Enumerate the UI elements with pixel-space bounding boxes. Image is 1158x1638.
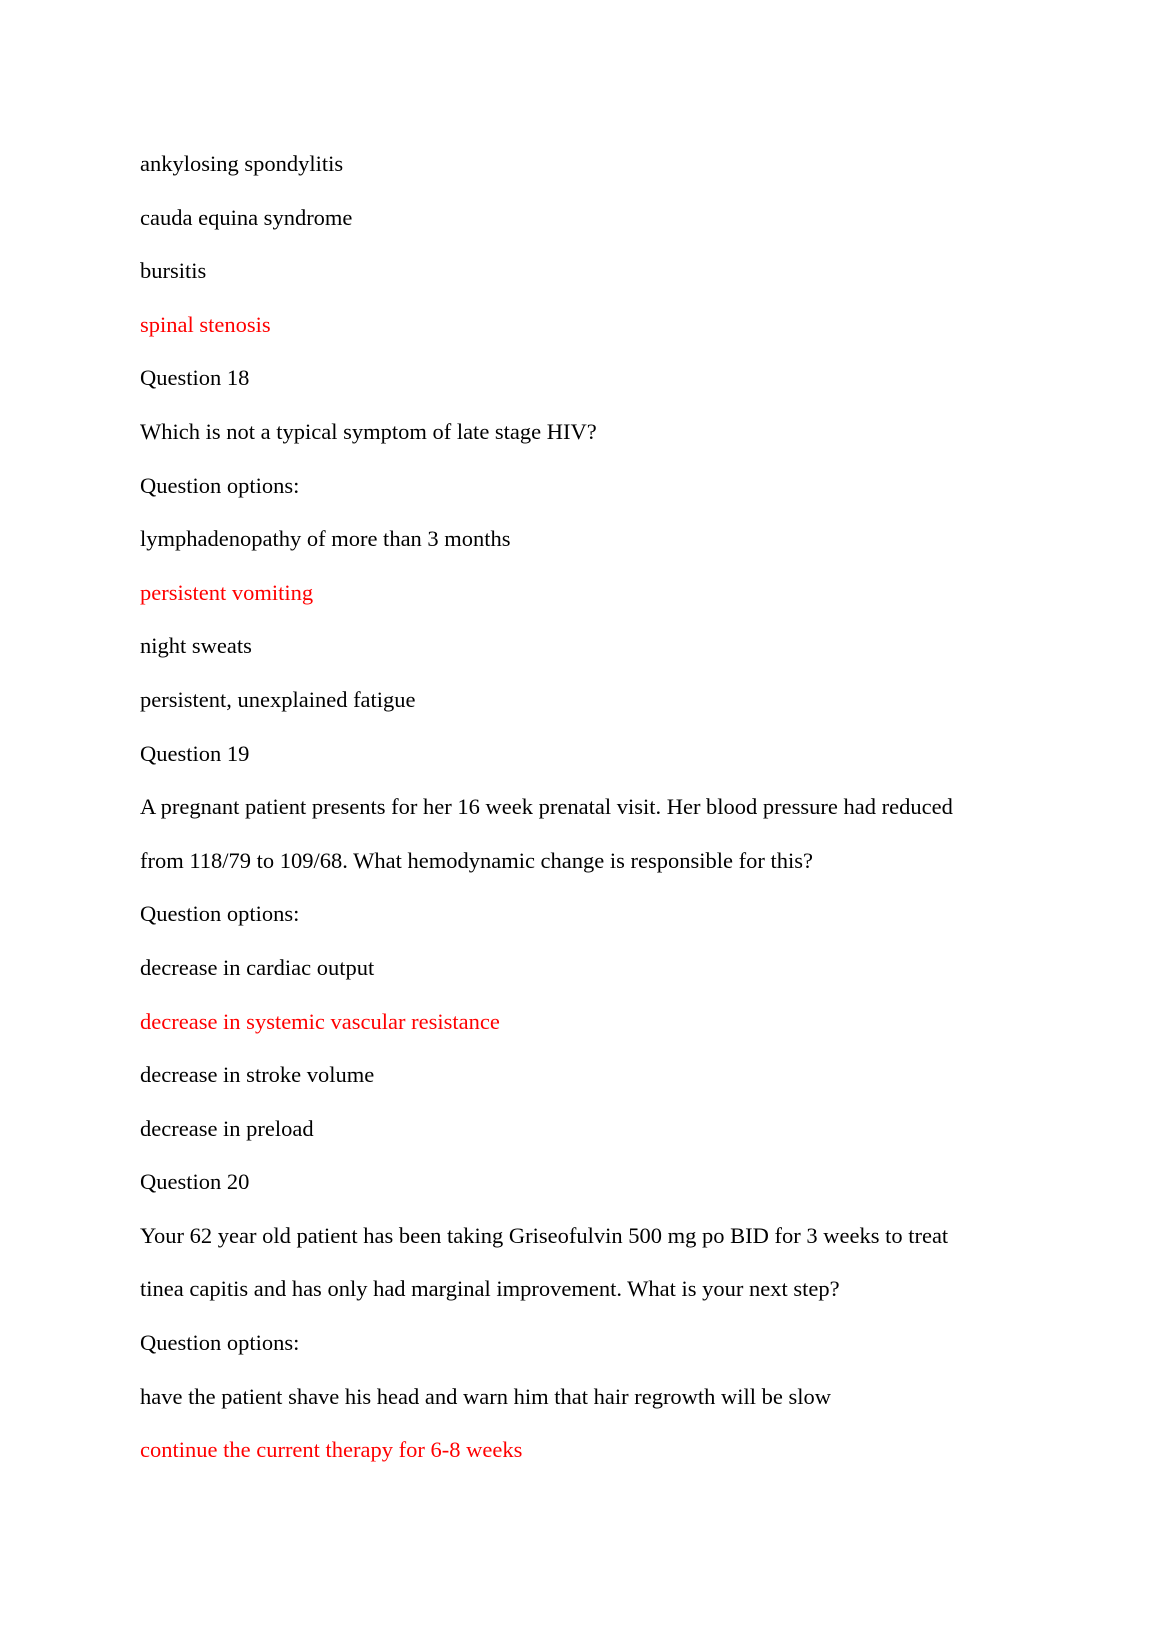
question-20-option-1: have the patient shave his head and warn him that hair regrowth will be slow	[140, 1383, 832, 1409]
document-body	[140, 137, 1040, 1477]
question-18-option-3: night sweats	[140, 633, 252, 659]
question-20-label: Question 20	[140, 1169, 250, 1195]
question-19-options-label: Question options:	[140, 901, 300, 927]
question-18-option-4: persistent, unexplained fatigue	[140, 686, 416, 712]
question-19-option-4: decrease in preload	[140, 1115, 314, 1141]
correct-answer-spinal-stenosis: spinal stenosis	[140, 311, 271, 337]
question-19-label: Question 19	[140, 740, 250, 766]
option-bursitis: bursitis	[140, 258, 207, 284]
question-18-options-label: Question options:	[140, 472, 300, 498]
question-18-text: Which is not a typical symptom of late stage HIV?	[140, 418, 597, 444]
question-19-text-line-2: from 118/79 to 109/68. What hemodynamic change is responsible for this?	[140, 847, 813, 873]
question-19-option-1: decrease in cardiac output	[140, 954, 375, 980]
question-19-correct-answer: decrease in systemic vascular resistance	[140, 1008, 500, 1034]
question-20-correct-answer: continue the current therapy for 6-8 weeks	[140, 1437, 523, 1463]
question-18-label: Question 18	[140, 365, 250, 391]
option-cauda-equina-syndrome: cauda equina syndrome	[140, 204, 353, 230]
question-20-text-line-2: tinea capitis and has only had marginal improvement. What is your next step?	[140, 1276, 840, 1302]
question-18-option-1: lymphadenopathy of more than 3 months	[140, 526, 511, 552]
question-19-option-3: decrease in stroke volume	[140, 1062, 375, 1088]
question-19-text-line-1: A pregnant patient presents for her 16 week prenatal visit. Her blood pressure had reduced	[140, 794, 953, 820]
question-18-correct-answer: persistent vomiting	[140, 579, 314, 605]
option-ankylosing-spondylitis: ankylosing spondylitis	[140, 151, 344, 176]
question-20-options-label: Question options:	[140, 1330, 300, 1356]
question-20-text-line-1: Your 62 year old patient has been taking Griseofulvin 500 mg po BID for 3 weeks to treat	[140, 1222, 949, 1248]
